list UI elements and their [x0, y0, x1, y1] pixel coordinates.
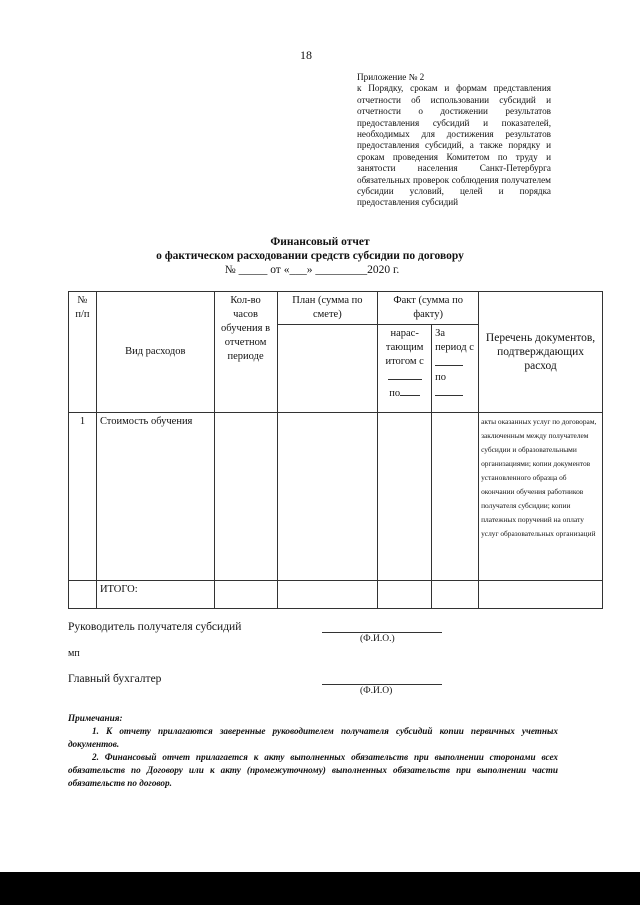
page-number: 18: [300, 48, 312, 62]
header-period-to: по: [435, 372, 447, 383]
scan-bottom-border: [0, 872, 640, 905]
table-row: [69, 413, 603, 581]
total-hours: [214, 581, 277, 609]
header-expense-type: Вид расходов: [96, 292, 214, 413]
date-blank: [400, 385, 420, 396]
row-period: [432, 413, 479, 581]
appendix-block: [357, 72, 551, 209]
accountant-signature-label: Главный бухгалтер: [68, 673, 162, 685]
accountant-signature-line: [322, 684, 442, 685]
appendix-heading: Приложение № 2: [357, 72, 425, 82]
contract-number-line: № _____ от «___» _________2020 г.: [224, 264, 400, 276]
stamp-mark: мп: [68, 648, 80, 659]
date-blank: [435, 355, 463, 366]
accountant-signature-caption: (Ф.И.О): [360, 686, 393, 696]
header-num: № п/п: [69, 292, 97, 413]
head-signature-line: [322, 632, 442, 633]
row-cumulative: [378, 413, 432, 581]
header-fact: Факт (сумма по факту): [378, 292, 479, 325]
date-blank: [388, 369, 422, 380]
total-num: [69, 581, 97, 609]
notes-section: [68, 712, 558, 790]
total-documents: [479, 581, 603, 609]
head-signature-label: Руководитель получателя субсидий: [68, 621, 242, 633]
row-expense-type: Стоимость обучения: [96, 413, 214, 581]
row-plan: [277, 413, 378, 581]
row-documents: акты оказанных услуг по договорам, заключенным между получателем субсидии и образовательными организациями; копии документов установленного образца об окончании обучения работников получателя субсидии; копии платежных поручений на оплату услуг образовательных организаций: [479, 413, 603, 581]
header-cumulative: [378, 325, 432, 413]
header-cumulative-label: нарас-тающим итогом с: [385, 328, 424, 367]
appendix-text: к Порядку, срокам и формам представления отчетности об использовании субсидий и отчетности о достижении результатов предоставления субсидий и показателей, необходимых для достижения результатов предоставления субсидий, а также порядку и срокам проведения Комитетом по труду и занятости населения Санкт-Петербурга обязательных проверок соблюдения получателем субсидии условий, целей и порядка предоставления субсидий: [357, 83, 551, 208]
header-period-label: За период с: [435, 328, 474, 353]
report-title: Финансовый отчет: [270, 236, 370, 248]
plan-subcell: [277, 325, 378, 413]
row-num: 1: [69, 413, 97, 581]
report-subtitle: о фактическом расходовании средств субсидии по договору: [156, 250, 464, 262]
header-plan: План (сумма по смете): [277, 292, 378, 325]
total-period: [432, 581, 479, 609]
total-cumulative: [378, 581, 432, 609]
header-hours: Кол-во часов обучения в отчетном периоде: [214, 292, 277, 413]
table-header-row: [69, 292, 603, 325]
total-label: ИТОГО:: [96, 581, 214, 609]
header-cumulative-to: по: [389, 388, 401, 399]
header-documents: Перечень документов, подтверждающих расход: [479, 292, 603, 413]
date-blank: [435, 385, 463, 396]
note-item-2: 2. Финансовый отчет прилагается к акту выполненных обязательств при выполнении сторонами всех обязательств по Договору или к акту (промежуточному) выполненных обязательств при выполнении части обязательств по договор.: [68, 752, 558, 788]
total-row: [69, 581, 603, 609]
note-item-1: 1. К отчету прилагаются заверенные руководителем получателя субсидий копии первичных учетных документов.: [68, 726, 558, 749]
row-hours: [214, 413, 277, 581]
header-period: [432, 325, 479, 413]
notes-heading: Примечания:: [68, 713, 123, 723]
head-signature-caption: (Ф.И.О.): [360, 634, 395, 644]
financial-report-table: [68, 291, 603, 609]
total-plan: [277, 581, 378, 609]
